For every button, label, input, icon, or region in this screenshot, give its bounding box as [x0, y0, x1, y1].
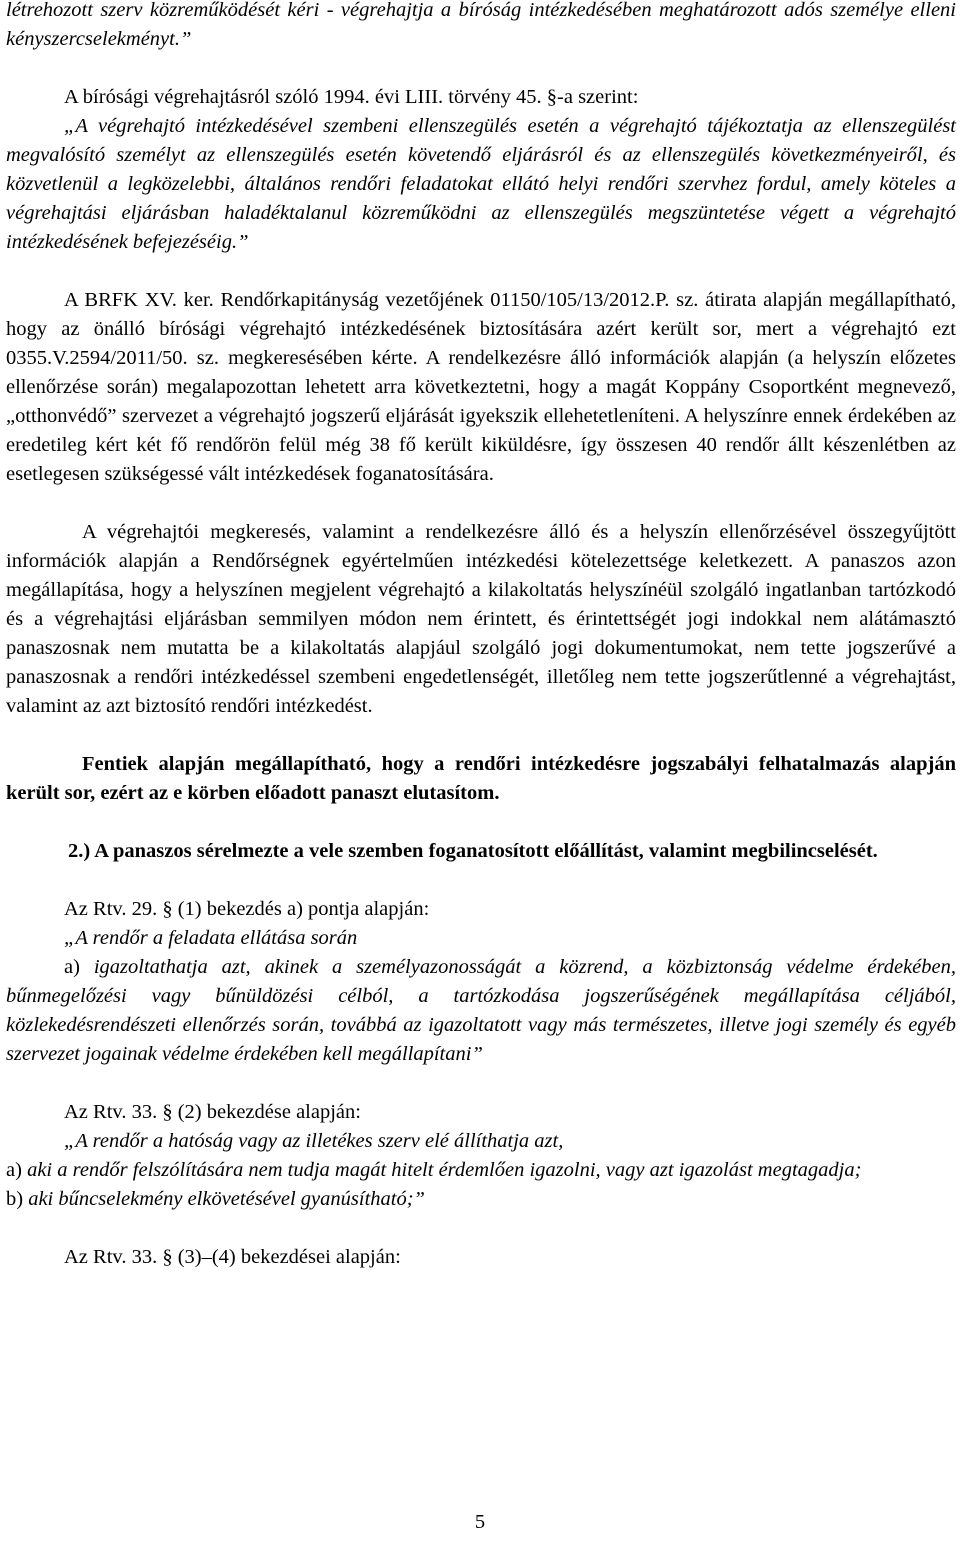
quote-continued: létrehozott szerv közreműködését kéri - végrehajtja a bíróság intézkedésében meghatározott adós személye elleni kényszercselekményt.”	[6, 0, 956, 50]
rtv-29-quote-head: „A rendőr a feladata ellátása során	[64, 927, 358, 949]
law-intro: A bírósági végrehajtásról szóló 1994. évi LIII. törvény 45. §-a szerint:	[64, 86, 639, 108]
paragraph-findings: A végrehajtói megkeresés, valamint a rendelkezésre álló és a helyszín ellenőrzésével összegyűjtött információk alapján a Rendőrségnek egyértelműen intézkedési kötelezettsége keletkezett. A panaszos azon megállapítása, hogy a helyszínen megjelent végrehajtó a kilakoltatás helyszínéül szolgáló ingatlanban tartózkodó és a végrehajtási eljárásban semmilyen módon nem érintett, és érintettségét jogi indokkal nem alátámasztó panaszosnak nem mutatta be a kilakoltatás alapjául szolgáló jogi dokumentumokat, nem tette jogszerűvé a panaszosnak a rendőri intézkedéssel szembeni engedetlenségét, illetőleg nem tette jogszerűtlenné a végrehajtást, valamint az azt biztosító rendőri intézkedést.	[6, 521, 956, 717]
rtv-33-2-item-a	[6, 1156, 956, 1185]
rtv-33-2-item-b	[6, 1185, 956, 1214]
rtv-33-3-4-intro: Az Rtv. 33. § (3)–(4) bekezdései alapján:	[64, 1246, 401, 1268]
rtv-29-intro: Az Rtv. 29. § (1) bekezdés a) pontja alapján:	[64, 898, 430, 920]
item-text: igazoltathatja azt, akinek a személyazonosságát a közrend, a közbiztonság védelme érdekében, bűnmegelőzési vagy bűnüldözési célból, a tartózkodása jogszerűségének megállapítása céljából, közlekedésrendészeti ellenőrzés során, továbbá az igazoltatott vagy más természetes, illetve jogi személy és egyéb szervezet jogainak védelme érdekében kell megállapítani”	[6, 956, 957, 1065]
decision-paragraph: Fentiek alapján megállapítható, hogy a rendőri intézkedésre jogszabályi felhatalmazás alapján került sor, ezért az e körben előadott panaszt elutasítom.	[6, 753, 956, 804]
item-text: aki a rendőr felszólítására nem tudja magát hitelt érdemlően igazolni, vagy azt igazolást megtagadja;	[27, 1159, 862, 1181]
law-quote: „A végrehajtó intézkedésével szembeni ellenszegülés esetén a végrehajtó tájékoztatja az ellenszegülést megvalósító személyt az ellenszegülés esetén követendő eljárásról és az ellenszegülés következményeiről, és közvetlenül a legközelebbi, általános rendőri feladatokat ellátó helyi rendőri szervhez fordul, amely köteles a végrehajtási eljárásban haladéktalanul közreműködni az ellenszegülés megszüntetése végett a végrehajtó intézkedésének befejezéséig.”	[6, 115, 956, 253]
rtv-33-2-intro: Az Rtv. 33. § (2) bekezdése alapján:	[64, 1101, 361, 1123]
section-text: A panaszos sérelmezte a vele szemben foganatosított előállítást, valamint megbilincselését.	[94, 840, 878, 862]
section-2-heading	[6, 837, 956, 866]
item-label: a)	[6, 1159, 22, 1181]
item-label: a)	[64, 956, 80, 978]
rtv-29-item-a	[6, 953, 956, 1069]
item-label: b)	[6, 1188, 24, 1210]
rtv-33-2-quote-head: „A rendőr a hatóság vagy az illetékes szerv elé állíthatja azt,	[64, 1130, 564, 1152]
item-text: aki bűncselekmény elkövetésével gyanúsítható;”	[28, 1188, 425, 1210]
page-number: 5	[474, 1511, 486, 1533]
document-page	[6, 0, 956, 1272]
section-number: 2.)	[68, 840, 91, 862]
paragraph-brfk: A BRFK XV. ker. Rendőrkapitányság vezetőjének 01150/105/13/2012.P. sz. átirata alapján megállapítható, hogy az önálló bírósági végrehajtó intézkedésének biztosítására azért került sor, mert a végrehajtó ezt 0355.V.2594/2011/50. sz. megkeresésében kérte. A rendelkezésre álló információk alapján (a helyszín előzetes ellenőrzése során) megalapozottan lehetett arra következtetni, hogy a magát Koppány Csoportként megnevező, „otthonvédő” szervezet a végrehajtó jogszerű eljárását igyekszik ellehetetleníteni. A helyszínre ennek érdekében az eredetileg kért két fő rendőrön felül még 38 fő került kiküldésre, így összesen 40 rendőr állt készenlétben az esetlegesen szükségessé vált intézkedések foganatosítására.	[6, 289, 956, 485]
paragraph-continued	[6, 0, 956, 54]
